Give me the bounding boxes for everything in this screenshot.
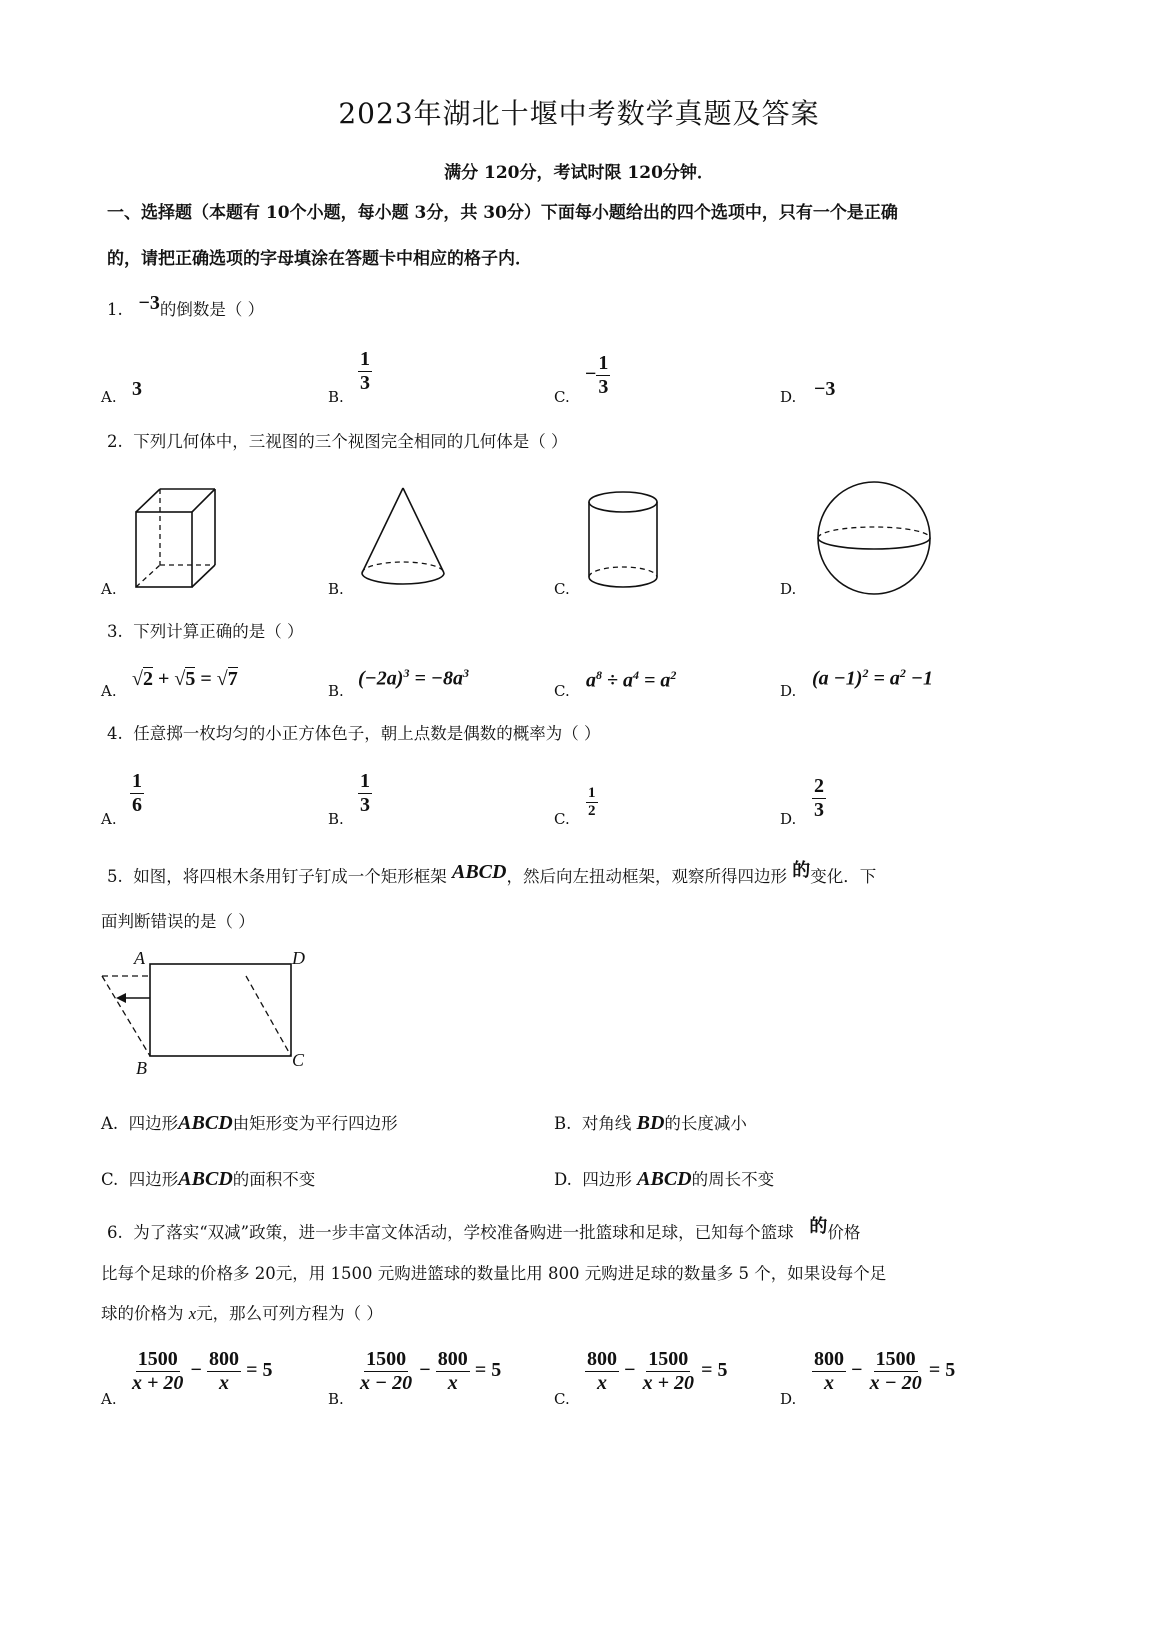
option-text: 由矩形变为平行四边形	[232, 1114, 398, 1133]
math-expression: ABCD	[178, 1112, 233, 1134]
option-label-b: B.	[328, 580, 344, 598]
q6-option-b	[358, 1348, 501, 1395]
math-term: −1	[905, 667, 933, 690]
option-text: 四边形	[582, 1170, 632, 1189]
option-label-b: B.	[328, 1390, 344, 1408]
option-label-b: B.	[328, 682, 344, 700]
cylinder-figure	[585, 490, 665, 595]
page-title: 2023年湖北十堰中考数学真题及答案	[338, 97, 820, 130]
fraction-denominator: x − 20	[869, 1372, 922, 1394]
prism-hidden-edge	[136, 565, 160, 587]
question-text: 价格	[827, 1223, 861, 1242]
option-label-d: D.	[780, 1390, 797, 1408]
math-term: ÷ a	[602, 669, 633, 692]
vertex-label-d: D	[292, 948, 305, 968]
fraction-numerator: 800	[437, 1348, 468, 1370]
fraction-numerator: 1500	[366, 1348, 407, 1370]
question-text: 元，那么可列方程为（ ）	[196, 1304, 383, 1323]
question-2	[107, 428, 568, 452]
exponent: 2	[670, 668, 677, 682]
parallelogram-edge	[246, 976, 291, 1056]
fraction-denominator: 3	[598, 376, 609, 398]
prism-edge	[192, 565, 215, 587]
q1-option-b	[358, 348, 372, 395]
q5-option-b	[554, 1110, 747, 1135]
sphere-figure	[814, 482, 938, 596]
cone-edge	[362, 488, 403, 573]
question-6	[107, 1218, 860, 1244]
math-term: a	[586, 669, 596, 692]
question-number: 5.	[107, 867, 123, 886]
math-term: = −8a	[409, 667, 463, 690]
math-expression: −3	[138, 292, 160, 314]
section-instructions-line1: 一、选择题（本题有 10个小题，每小题 3分，共 30分）下面每小题给出的四个选项中，只有一个是正确	[107, 203, 898, 223]
question-text: 球的价格为	[101, 1304, 184, 1323]
option-text: 四边形	[128, 1114, 179, 1133]
q6-option-d	[812, 1348, 955, 1395]
question-text: 变化．下	[810, 867, 877, 886]
fraction-denominator: x	[597, 1372, 607, 1394]
vertex-label-c: C	[292, 1050, 305, 1070]
exponent: 3	[403, 666, 410, 680]
exponent: 8	[596, 668, 602, 682]
math-term: (a −1)	[812, 667, 863, 690]
option-text: 对角线	[581, 1114, 632, 1133]
fraction-denominator: x	[447, 1372, 458, 1394]
exponent: 2	[899, 666, 906, 680]
option-label-a: A.	[101, 388, 117, 406]
option-label-d: D.	[780, 682, 797, 700]
question-1	[107, 292, 265, 321]
radical-sign-icon: √	[174, 668, 186, 690]
cylinder-base-front	[589, 577, 657, 587]
cone-base-front	[362, 573, 444, 584]
fraction-numerator: 1	[586, 785, 598, 803]
fraction-denominator: 6	[132, 794, 142, 816]
option-label-c: C.	[554, 810, 570, 828]
math-term: = a	[638, 669, 671, 692]
q5-option-c	[101, 1166, 315, 1191]
q1-option-c	[585, 352, 610, 399]
exponent: 2	[862, 666, 869, 680]
option-label-b: B.	[328, 388, 344, 406]
option-text: 的周长不变	[691, 1170, 775, 1189]
q4-option-a	[130, 770, 144, 817]
fraction-numerator: 800	[209, 1348, 239, 1370]
prism-edge	[192, 489, 215, 512]
question-text: 为了落实“双减”政策，进一步丰富文体活动，学校准备购进一批篮球和足球，已知每个篮球	[133, 1223, 794, 1242]
option-label-c: C.	[101, 1170, 119, 1189]
section-instructions-line2: 的，请把正确选项的字母填涂在答题卡中相应的格子内．	[107, 249, 532, 269]
q1-option-d: −3	[814, 378, 836, 400]
fraction-denominator: x − 20	[360, 1372, 413, 1394]
fraction-numerator: 2	[814, 775, 824, 797]
question-text: 如图，将四根木条用钉子钉成一个矩形框架	[133, 867, 447, 886]
option-label-a: A.	[101, 1114, 119, 1133]
option-label-a: A.	[101, 580, 117, 598]
fraction-numerator: 1	[360, 770, 370, 792]
fraction-denominator: 3	[360, 372, 370, 394]
q4-option-b	[358, 770, 372, 817]
exponent: 3	[462, 666, 469, 680]
q3-option-d	[812, 666, 933, 691]
q6-option-c	[585, 1348, 728, 1395]
cone-figure	[356, 485, 452, 593]
q3-option-c	[586, 668, 676, 693]
option-label-c: C.	[554, 388, 570, 406]
question-3	[107, 618, 304, 642]
sphere-equator-back	[818, 527, 930, 538]
exponent: 4	[632, 668, 639, 682]
question-number: 4.	[107, 724, 123, 743]
question-text: 下列几何体中，三视图的三个视图完全相同的几何体是（ ）	[133, 432, 568, 451]
operator: +	[152, 668, 175, 690]
equals-five: = 5	[701, 1359, 728, 1381]
q5-option-d	[554, 1166, 774, 1191]
cylinder-top	[589, 492, 657, 512]
parallelogram-edge	[102, 976, 150, 1056]
fraction-denominator: 2	[588, 803, 596, 820]
math-expression: ABCD	[178, 1168, 233, 1190]
fraction-denominator: 3	[814, 799, 824, 821]
fraction-numerator: 800	[587, 1348, 617, 1370]
operator: −	[851, 1359, 863, 1381]
question-number: 2.	[107, 432, 123, 451]
q4-option-c	[586, 785, 598, 821]
math-expression: ABCD	[452, 861, 507, 883]
quadrilateral-figure	[96, 948, 326, 1084]
question-text: 的倒数是（ ）	[159, 300, 265, 319]
fraction-numerator: 1500	[137, 1348, 178, 1370]
math-expression: BD	[636, 1112, 665, 1134]
operator: −	[624, 1359, 636, 1381]
q4-option-d	[812, 775, 826, 822]
question-text: 下列计算正确的是（ ）	[133, 622, 304, 641]
question-5-line2: 面判断错误的是（ ）	[101, 912, 255, 931]
operator: −	[190, 1359, 202, 1381]
radicand: 7	[227, 668, 238, 690]
question-number: 1.	[107, 300, 123, 319]
option-text: 的面积不变	[232, 1170, 316, 1189]
option-label-b: B.	[328, 810, 344, 828]
option-label-d: D.	[780, 580, 797, 598]
question-number: 3.	[107, 622, 123, 641]
option-text: 四边形	[128, 1170, 179, 1189]
fraction-numerator: 1	[360, 348, 370, 370]
question-6-line2: 比每个足球的价格多 20元，用 1500 元购进篮球的数量比用 800 元购进足球的数量多 5 个，如果设每个足	[101, 1264, 887, 1283]
math-term: (−2a)	[358, 667, 404, 690]
radicand: 5	[185, 668, 196, 690]
q3-option-b	[358, 666, 469, 691]
equals-five: = 5	[474, 1359, 502, 1381]
fraction-denominator: 3	[360, 794, 370, 816]
q5-option-a	[101, 1110, 398, 1135]
math-expression: ABCD	[637, 1168, 692, 1190]
equals-five: = 5	[246, 1359, 273, 1381]
option-label-a: A.	[101, 1390, 117, 1408]
prism-figure	[130, 485, 220, 593]
option-label-a: A.	[101, 682, 117, 700]
question-text: 的	[809, 1216, 828, 1237]
operator: =	[195, 668, 217, 690]
option-label-d: D.	[780, 388, 797, 406]
question-text: 的	[792, 860, 811, 881]
question-text: 任意掷一枚均匀的小正方体色子，朝上点数是偶数的概率为（ ）	[133, 724, 601, 743]
option-label-d: D.	[780, 810, 797, 828]
question-4	[107, 720, 601, 744]
cylinder-base-back	[589, 567, 657, 577]
option-text: 的长度减小	[664, 1114, 747, 1133]
fraction-numerator: 800	[814, 1348, 844, 1370]
option-label-d: D.	[554, 1170, 572, 1189]
question-6-line3	[101, 1300, 383, 1324]
fraction-numerator: 1500	[875, 1348, 916, 1370]
vertex-label-b: B	[136, 1058, 147, 1078]
sphere-outline	[818, 482, 930, 594]
prism-edge	[136, 489, 160, 512]
exam-info: 满分 120分，考试时限 120分钟．	[444, 163, 714, 183]
fraction-denominator: x	[219, 1372, 229, 1394]
question-5	[107, 862, 876, 888]
prism-front-face	[136, 512, 192, 587]
option-label-a: A.	[101, 810, 117, 828]
q6-option-a	[130, 1348, 273, 1395]
fraction-numerator: 1	[132, 770, 142, 792]
option-label-c: C.	[554, 1390, 570, 1408]
radical-sign-icon: √	[132, 668, 143, 690]
operator: −	[419, 1359, 431, 1381]
vertex-label-a: A	[134, 948, 145, 968]
fraction-denominator: x	[824, 1372, 834, 1394]
math-term: = a	[868, 667, 900, 690]
fraction-numerator: 1	[598, 352, 609, 374]
radicand: 2	[142, 668, 153, 690]
question-number: 6.	[107, 1223, 123, 1242]
fraction-numerator: 1500	[648, 1348, 689, 1370]
fraction-denominator: x + 20	[642, 1372, 694, 1394]
rectangle-abcd	[150, 964, 291, 1056]
option-label-c: C.	[554, 580, 570, 598]
q3-option-a	[132, 668, 238, 691]
sphere-equator-front	[818, 538, 930, 549]
radical-sign-icon: √	[216, 668, 228, 690]
arrow-head-icon	[116, 993, 126, 1003]
option-label-b: B.	[554, 1114, 572, 1133]
cone-edge	[403, 488, 444, 573]
cone-base-back	[362, 562, 444, 573]
option-label-c: C.	[554, 682, 570, 700]
equals-five: = 5	[928, 1359, 956, 1381]
minus-sign: −	[585, 363, 597, 385]
variable-x: x	[188, 1304, 197, 1323]
question-text: ，然后向左扭动框架，观察所得四边形	[506, 867, 787, 886]
q1-option-a: 3	[132, 378, 142, 400]
fraction-denominator: x + 20	[132, 1372, 184, 1394]
